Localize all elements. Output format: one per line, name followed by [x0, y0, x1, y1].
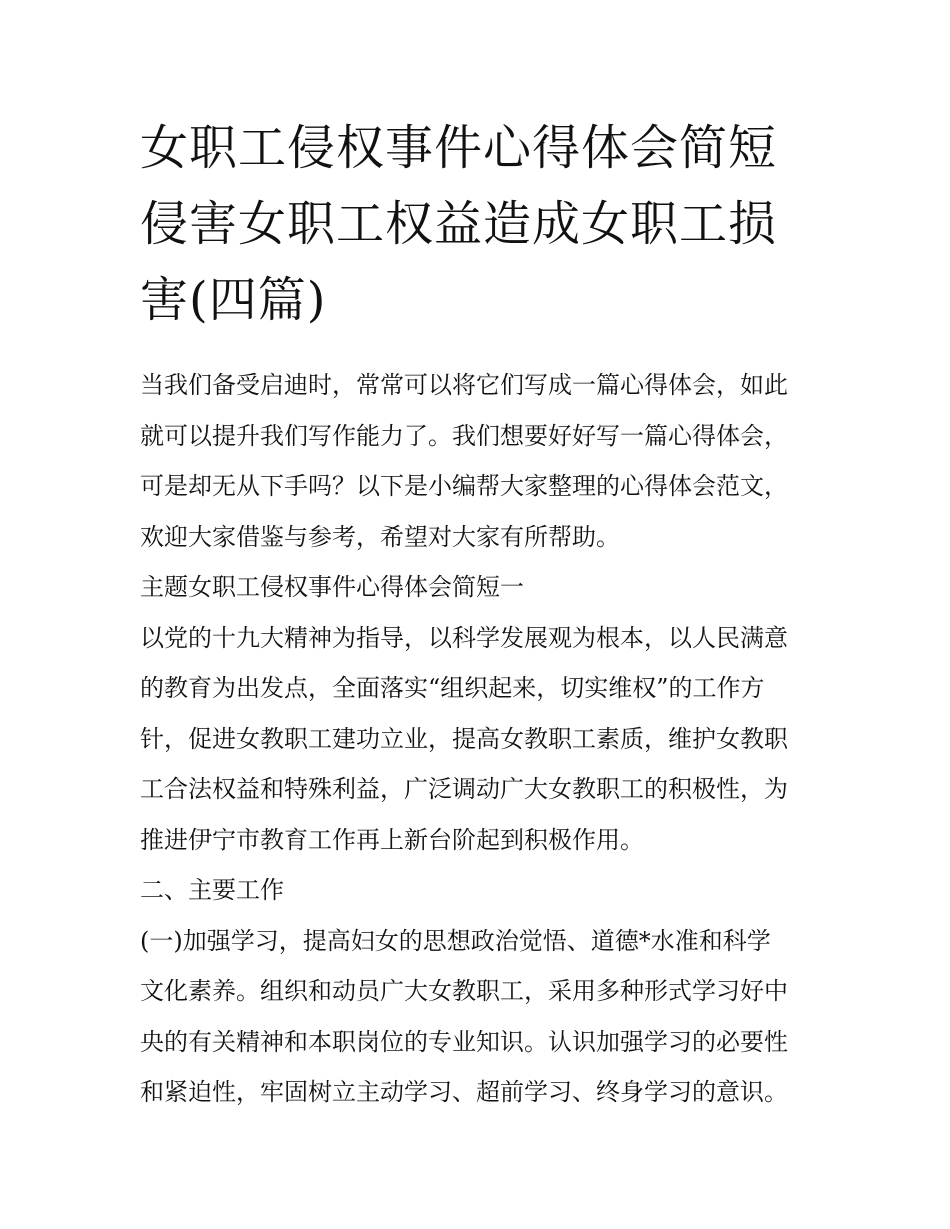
- text-line: 工合法权益和特殊利益，广泛调动广大女教职工的积极性，为: [140, 775, 788, 803]
- text-line: 的教育为出发点，全面落实“组织起来，切实维权”的工作方: [140, 674, 765, 702]
- text-line: 针，促进女教职工建功立业，提高女教职工素质，维护女教职: [140, 724, 788, 753]
- body-paragraph: [140, 916, 812, 1118]
- document-page: [140, 110, 812, 1118]
- title-line: 侵害女职工权益造成女职工损: [140, 196, 778, 252]
- section-heading: [140, 562, 812, 613]
- text-line: 推进伊宁市教育工作再上新台阶起到积极作用。: [140, 825, 644, 854]
- intro-paragraph: [140, 360, 812, 562]
- text-line: 文化素养。组织和动员广大女教职工，采用多种形式学习好中: [140, 977, 788, 1005]
- text-line: 就可以提升我们写作能力了。我们想要好好写一篇心得体会，: [140, 421, 788, 450]
- text-line: 欢迎大家借鉴与参考，希望对大家有所帮助。: [140, 522, 620, 551]
- document-title: [140, 110, 812, 338]
- text-line: 当我们备受启迪时，常常可以将它们写成一篇心得体会，如此: [140, 371, 788, 399]
- text-line: 央的有关精神和本职岗位的专业知识。认识加强学习的必要性: [140, 1027, 788, 1056]
- title-line: 女职工侵权事件心得体会简短: [140, 120, 778, 176]
- text-line: (一)加强学习，提高妇女的思想政治觉悟、道德*水准和科学: [140, 926, 771, 955]
- body-paragraph: [140, 613, 812, 866]
- text-line: 和紧迫性，牢固树立主动学习、超前学习、终身学习的意识。: [140, 1078, 788, 1106]
- text-line: 以党的十九大精神为指导，以科学发展观为根本，以人民满意: [140, 623, 788, 652]
- text-line: 二、主要工作: [140, 876, 284, 904]
- document-body: [140, 360, 812, 1118]
- section-heading: [140, 865, 812, 916]
- text-line: 可是却无从下手吗？以下是小编帮大家整理的心得体会范文，: [140, 472, 788, 500]
- text-line: 主题女职工侵权事件心得体会简短一: [140, 573, 524, 601]
- title-line: 害(四篇): [140, 272, 327, 328]
